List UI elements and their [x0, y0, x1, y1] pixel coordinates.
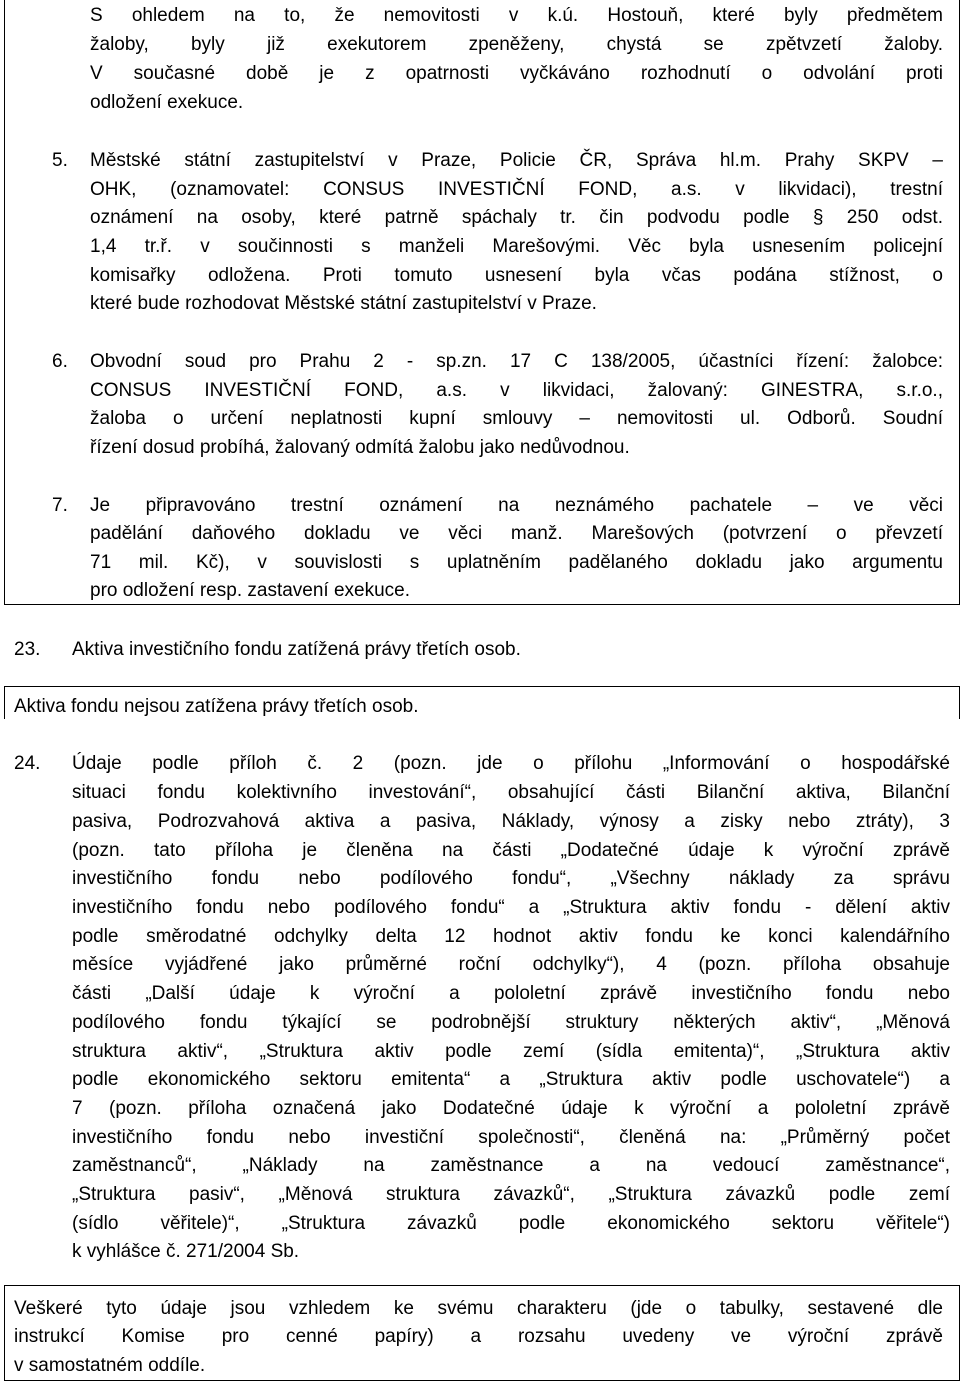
item5-line: 1,4 tr.ř. v součinnosti s manželi Marešovými. Věc byla usnesením policejní: [90, 236, 943, 257]
section24-line: pasiva, Podrozvahová aktiva a pasiva, Náklady, výnosy a zisky nebo ztráty), 3: [72, 811, 950, 832]
section24-line: podle směrodatné odchylky delta 12 hodnot aktiv fondu ke konci kalendářního: [72, 926, 950, 947]
section24-line: struktura aktiv“, „Struktura aktiv podle zemí (sídla emitenta)“, „Struktura aktiv: [72, 1041, 950, 1062]
section24-line: měsíce vyjádřené jako průměrné roční odchylky“), 4 (pozn. příloha obsahuje: [72, 954, 950, 975]
section-title: Aktiva investičního fondu zatížená právy třetích osob.: [72, 639, 521, 660]
item7-line: pro odložení resp. zastavení exekuce.: [90, 580, 411, 601]
section24-line: podílového fondu týkající se podrobnější struktury některých aktiv“, „Měnová: [72, 1012, 950, 1033]
section24-line: části „Další údaje k výroční a pololetní zprávě investičního fondu nebo: [72, 983, 950, 1004]
section24-line: investičního fondu nebo investiční společnosti“, členěná na: „Průměrný počet: [72, 1127, 950, 1148]
item7-line: padělání daňového dokladu ve věci manž. Marešových (potvrzení o převzetí: [90, 523, 943, 544]
item7-line: 71 mil. Kč), v souvislosti s uplatněním padělaného dokladu jako argumentu: [90, 552, 943, 573]
intro-line: odložení exekuce.: [90, 92, 244, 113]
item5-line: oznámení na osoby, které patrně spáchaly tr. čin podvodu podle § 250 odst.: [90, 207, 943, 228]
section24-line: situaci fondu kolektivního investování“, obsahující části Bilanční aktiva, Bilanční: [72, 782, 950, 803]
item5-line: komisařky odložena. Proti tomuto usnesení byla včas podána stížnost, o: [90, 265, 943, 286]
intro-line: žaloby, byly již exekutorem zpeněženy, chystá se zpětvzetí žaloby.: [90, 34, 943, 55]
section24-line: investičního fondu nebo podílového fondu“ a „Struktura aktiv fondu - dělení aktiv: [72, 897, 950, 918]
item-number: 5.: [52, 150, 68, 171]
item7-line: Je připravováno trestní oznámení na neznámého pachatele – ve věci: [90, 495, 943, 516]
section24-line: k vyhlášce č. 271/2004 Sb.: [72, 1241, 300, 1262]
section24-line: (sídlo věřitele)“, „Struktura závazků podle ekonomického sektoru věřitele“): [72, 1213, 950, 1234]
footer-line: v samostatném oddíle.: [14, 1355, 206, 1376]
section-number: 24.: [14, 753, 41, 774]
footer-line: Veškeré tyto údaje jsou vzhledem ke svému charakteru (jde o tabulky, sestavené dle: [14, 1298, 943, 1319]
item5-line: OHK, (oznamovatel: CONSUS INVESTIČNÍ FOND, a.s. v likvidaci), trestní: [90, 179, 943, 200]
section24-line: (pozn. tato příloha je členěna na části „Dodatečné údaje k výroční zprávě: [72, 840, 950, 861]
footer-line: instrukcí Komise pro cenné papíry) a rozsahu uvedeny ve výroční zprávě: [14, 1326, 943, 1347]
section24-line: investičního fondu nebo podílového fondu“, „Všechny náklady za správu: [72, 868, 950, 889]
section24-line: zaměstnanců“, „Náklady na zaměstnance a na vedoucí zaměstnance“,: [72, 1155, 950, 1176]
section24-line: Údaje podle příloh č. 2 (pozn. jde o přílohu „Informování o hospodářské: [72, 753, 950, 774]
item6-line: žaloba o určení neplatnosti kupní smlouvy – nemovitosti ul. Odborů. Soudní: [90, 408, 943, 429]
encumbrance-text: Aktiva fondu nejsou zatížena právy třetích osob.: [14, 696, 419, 717]
item-number: 7.: [52, 495, 68, 516]
item5-line: které bude rozhodovat Městské státní zastupitelství v Praze.: [90, 293, 597, 314]
section24-line: 7 (pozn. příloha označená jako Dodatečné údaje k výroční a pololetní zprávě: [72, 1098, 950, 1119]
item6-line: CONSUS INVESTIČNÍ FOND, a.s. v likvidaci, žalovaný: GINESTRA, s.r.o.,: [90, 380, 943, 401]
item-number: 6.: [52, 351, 68, 372]
item6-line: Obvodní soud pro Prahu 2 - sp.zn. 17 C 138/2005, účastníci řízení: žalobce:: [90, 351, 943, 372]
section24-line: „Struktura pasiv“, „Měnová struktura závazků“, „Struktura závazků podle zemí: [72, 1184, 950, 1205]
intro-line: S ohledem na to, že nemovitosti v k.ú. Hostouň, které byly předmětem: [90, 5, 943, 26]
section24-line: podle ekonomického sektoru emitenta“ a „Struktura aktiv podle uschovatele“) a: [72, 1069, 950, 1090]
section-number: 23.: [14, 639, 41, 660]
intro-line: V současné době je z opatrnosti vyčkáváno rozhodnutí o odvolání proti: [90, 63, 943, 84]
item6-line: řízení dosud probíhá, žalovaný odmítá žalobu jako nedůvodnou.: [90, 437, 630, 458]
item5-line: Městské státní zastupitelství v Praze, Policie ČR, Správa hl.m. Prahy SKPV –: [90, 150, 943, 171]
